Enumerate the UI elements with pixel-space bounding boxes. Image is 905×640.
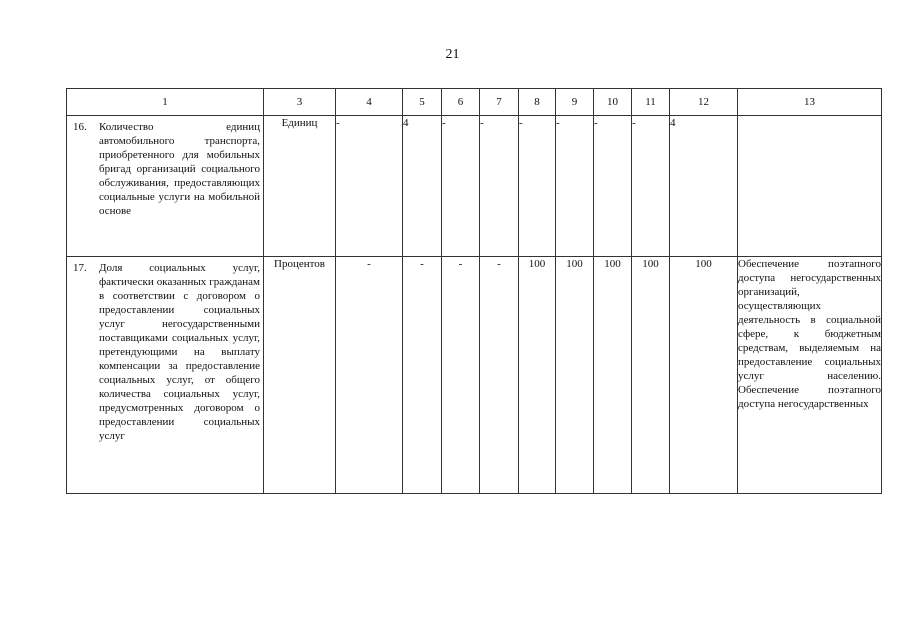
value-cell: - — [632, 116, 670, 257]
value-cell: - — [480, 257, 519, 494]
unit-cell: Процентов — [264, 257, 336, 494]
column-header: 11 — [632, 89, 670, 116]
row-number: 16. — [73, 121, 87, 133]
column-header: 6 — [442, 89, 480, 116]
value-cell: - — [556, 116, 594, 257]
column-header: 10 — [594, 89, 632, 116]
unit-cell: Единиц — [264, 116, 336, 257]
value-cell: - — [594, 116, 632, 257]
row-number: 17. — [73, 262, 87, 274]
value-cell: 4 — [670, 116, 738, 257]
note-cell — [738, 116, 882, 257]
column-header: 5 — [403, 89, 442, 116]
value-cell: - — [480, 116, 519, 257]
value-cell: - — [442, 116, 480, 257]
column-header: 12 — [670, 89, 738, 116]
column-header: 1 — [67, 89, 264, 116]
indicator-name-cell — [67, 116, 264, 257]
value-cell: 4 — [403, 116, 442, 257]
indicator-name-cell — [67, 257, 264, 494]
value-cell: 100 — [670, 257, 738, 494]
indicator-name: Доля социальных услуг, фактически оказанных гражданам в соответствии с договором о предоставлении социальных услуг негосударственными поставщиками социальных услуг, претендующими на выплату компенсации за предоставление социальных услуг, от общего количества социальных услуг, предусмотренных договором о предоставлении социальных услуг — [99, 262, 260, 442]
indicator-table — [66, 88, 882, 494]
value-cell: 100 — [632, 257, 670, 494]
column-header: 9 — [556, 89, 594, 116]
column-header: 3 — [264, 89, 336, 116]
indicator-name: Количество единиц автомобильного транспорта, приобретенного для мобильных бригад организаций социального обслуживания, предоставляющих социальные услуги на мобильной основе — [99, 121, 260, 217]
value-cell: - — [519, 116, 556, 257]
note-cell: Обеспечение поэтапного доступа негосударственных организаций, осуществляющих деятельность в социальной сфере, к бюджетным средствам, выделяемым на предоставление социальных услуг населению. Обеспечение поэтапного доступа негосударственных — [738, 257, 882, 494]
table-header-row — [67, 89, 882, 116]
value-cell: - — [442, 257, 480, 494]
value-cell: - — [403, 257, 442, 494]
page-number: 21 — [445, 47, 460, 62]
column-header: 7 — [480, 89, 519, 116]
value-cell: - — [336, 257, 403, 494]
column-header: 13 — [738, 89, 882, 116]
column-header: 8 — [519, 89, 556, 116]
value-cell: 100 — [556, 257, 594, 494]
table-row — [67, 257, 882, 494]
value-cell: 100 — [519, 257, 556, 494]
table-row — [67, 116, 882, 257]
column-header: 4 — [336, 89, 403, 116]
value-cell: 100 — [594, 257, 632, 494]
value-cell: - — [336, 116, 403, 257]
